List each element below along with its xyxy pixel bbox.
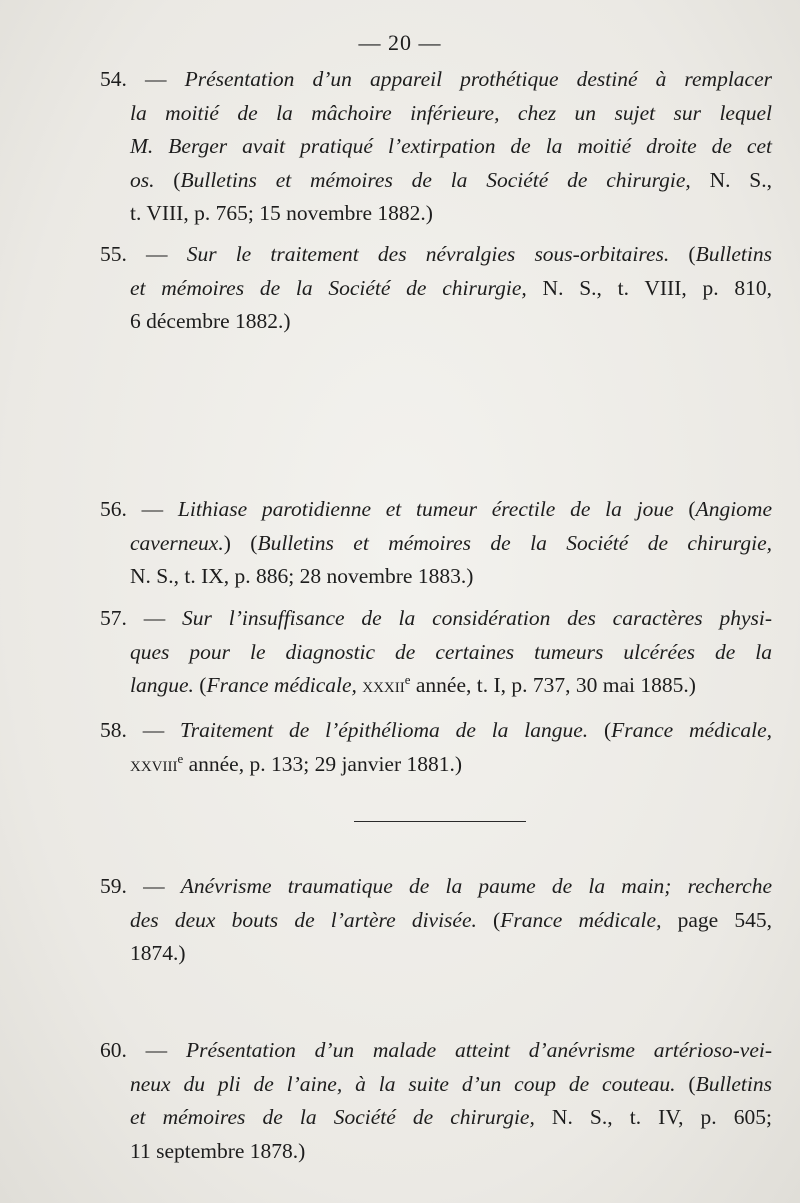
entry-57-line-3: langue. (France médicale, xxxii$^e$ année, t. I, p. 737, 30 mai 1885.) xyxy=(130,672,696,697)
entry-60 xyxy=(100,1034,772,1168)
entry-54-line-5: t. VIII, p. 765; 15 novembre 1882.) xyxy=(130,201,433,225)
entry-59-line-1: 59. — Anévrisme traumatique de la paume de la main; recherche xyxy=(100,874,773,898)
entry-57-line-2: ques pour le diagnostic de certaines tumeurs ulcérées de la xyxy=(130,639,772,664)
entry-54-line-2: la moitié de la mâchoire inférieure, chez un sujet sur lequel xyxy=(130,100,772,125)
entry-54-line-4: os. (Bulletins et mémoires de la Société de chirurgie, N. S., xyxy=(130,167,773,192)
section-divider xyxy=(354,821,526,822)
entry-54 xyxy=(100,63,772,231)
page-number: — 20 — xyxy=(358,30,442,55)
entry-56-line-1: 56. — Lithiase parotidienne et tumeur érectile de la joue (Angiome xyxy=(100,497,773,521)
entry-55-line-1: 55. — Sur le traitement des névralgies sous-orbitaires. (Bulletins xyxy=(100,242,772,266)
entry-56 xyxy=(100,493,772,594)
entry-59 xyxy=(100,870,772,971)
entry-58 xyxy=(100,714,772,781)
entry-58-line-2: xxviii$^e$ année, p. 133; 29 janvier 1881.) xyxy=(130,751,463,776)
entry-60-line-2: neux du pli de l’aine, à la suite d’un coup de couteau. (Bulletins xyxy=(130,1071,772,1096)
entry-58-line-1: 58. — Traitement de l’épithélioma de la langue. (France médicale, xyxy=(100,718,772,742)
entry-55-line-3: 6 décembre 1882.) xyxy=(130,309,291,333)
entry-54-line-3: M. Berger avait pratiqué l’extirpation de la moitié droite de cet xyxy=(130,134,772,158)
entry-56-line-2: caverneux.) (Bulletins et mémoires de la Société de chirurgie, xyxy=(130,530,772,555)
entry-55 xyxy=(100,238,772,339)
entry-57 xyxy=(100,602,772,703)
entry-56-line-3: N. S., t. IX, p. 886; 28 novembre 1883.) xyxy=(130,564,474,588)
entry-60-line-3: et mémoires de la Société de chirurgie, N. S., t. IV, p. 605; xyxy=(130,1105,772,1129)
entry-59-line-3: 1874.) xyxy=(130,941,186,965)
entry-60-line-4: 11 septembre 1878.) xyxy=(130,1138,306,1163)
entry-57-line-1: 57. — Sur l’insuffisance de la considération des caractères physi- xyxy=(100,606,772,630)
entry-60-line-1: 60. — Présentation d’un malade atteint d’anévrisme artérioso-vei- xyxy=(100,1038,772,1062)
entry-59-note-line-1 xyxy=(100,988,130,1012)
entry-54-line-1: 54. — Présentation d’un appareil prothétique destiné à remplacer xyxy=(100,67,772,91)
entry-59-line-2: des deux bouts de l’artère divisée. (France médicale, page 545, xyxy=(130,907,772,932)
entry-55-line-2: et mémoires de la Société de chirurgie, N. S., t. VIII, p. 810, xyxy=(130,275,772,300)
entry-59-note xyxy=(100,984,772,1016)
